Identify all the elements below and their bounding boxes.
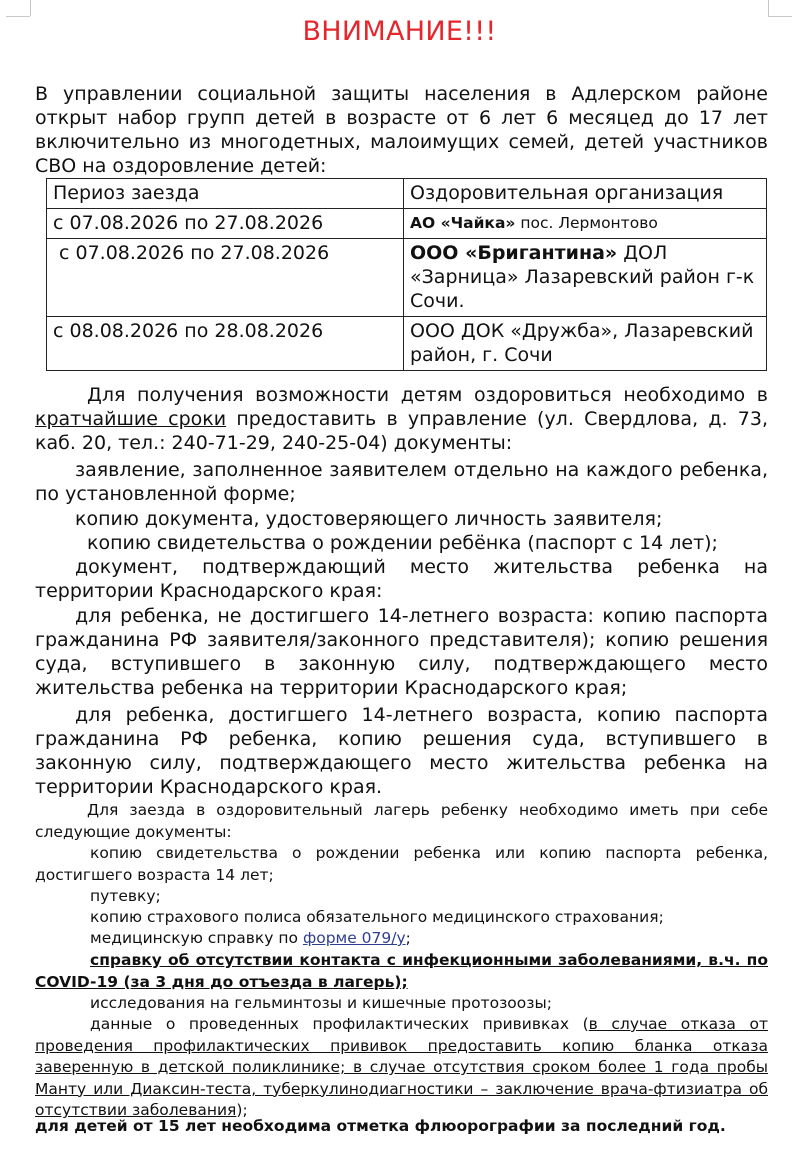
camp-item-helminth-tests: исследования на гельминтозы и кишечные протозоозы;: [90, 994, 552, 1012]
table-cell-period: с 07.08.2026 по 27.08.2026: [47, 239, 404, 317]
document-item-birth-certificate: копию свидетельства о рождении ребёнка (паспорт с 14 лет);: [87, 532, 718, 554]
document-item-over-14: для ребенка, достигшего 14-летнего возраста, копию паспорта гражданина РФ ребенка, копию решения суда, вступившего в законную силу, подтверждающего место жительства ребенка на территории Краснодарского края.: [35, 704, 768, 798]
document-item-residence: документ, подтверждающий место жительства ребенка на территории Краснодарского края:: [35, 556, 768, 602]
organization-location: ООО ДОК «Дружба», Лазаревский район, г. Сочи: [410, 320, 754, 366]
document-item-under-14: для ребенка, не достигшего 14-летнего возраста: копию паспорта гражданина РФ заявителя/законного представителя); копию решения суда, вступившего в законную силу, подтверждающего место жительства ребенка на территории Краснодарского края;: [35, 605, 768, 699]
vaccinations-refusal-note: в случае отказа от проведения профилактических прививок предоставить копию бланка отказа заверенную в детской поликлинике; в случае отсутствия сроком более 1 года пробы Манту или Диаксин-теста, туберкулинодиагностики – заключение врача-фтизиатра об отсутствии заболевания: [35, 1015, 768, 1120]
table-row: [47, 317, 767, 371]
camp-item-medical-certificate: [35, 928, 768, 950]
camps-table: [46, 178, 767, 371]
vaccinations-text: данные о проведенных профилактических прививках (: [90, 1015, 589, 1033]
documents-intro-text: Для получения возможности детям оздоровиться необходимо в: [87, 384, 768, 406]
organization-name: АО «Чайка»: [410, 214, 516, 232]
camp-item-insurance: копию страхового полиса обязательного медицинского страхования;: [90, 908, 664, 926]
table-row: [47, 239, 767, 317]
page-title: ВНИМАНИЕ!!!: [302, 16, 497, 47]
medical-certificate-text: медицинскую справку по: [90, 929, 303, 947]
intro-paragraph: В управлении социальной защиты населения в Адлерском районе открыт набор групп детей в возрасте от 6 лет 6 месяцед до 17 лет включительно из многодетных, малоимущих семей, детей участников СВО на оздоровление детей:: [35, 83, 768, 177]
medical-certificate-suffix: ;: [405, 929, 411, 947]
table-cell-period: с 08.08.2026 по 28.08.2026: [47, 317, 404, 371]
table-header-period: Периоз заезда: [47, 179, 404, 209]
camp-documents-intro: Для заезда в оздоровительный лагерь ребенку необходимо иметь при себе следующие документы:: [35, 801, 768, 841]
documents-intro-deadline: кратчайшие сроки: [35, 408, 227, 430]
document-item-applicant-id: копию документа, удостоверяющего личность заявителя;: [75, 508, 663, 530]
camp-item-birth-certificate: копию свидетельства о рождении ребенка или копию паспорта ребенка, достигшего возраста 14 лет;: [35, 844, 768, 884]
page-corner-mark-left: [30, 0, 31, 16]
camp-item-contact-certificate: справку об отсутствии контакта с инфекционными заболеваниями, в.ч. по COVID-19 (за 3 дня до отъезда в лагерь);: [35, 951, 768, 991]
documents-intro: [35, 383, 768, 455]
table-cell-organization: [404, 239, 767, 317]
page-corner-mark-right: [768, 0, 769, 16]
documents-intro-address: предоставить в управление (ул. Свердлова, д. 73, каб. 20, тел.: 240-71-29, 240-25-04) документы:: [35, 408, 768, 454]
table-cell-organization: [404, 209, 767, 239]
fluorography-note: для детей от 15 лет необходима отметка флюорографии за последний год.: [35, 1117, 726, 1135]
vaccinations-suffix: );: [236, 1101, 248, 1120]
document-item-application: заявление, заполненное заявителем отдельно на каждого ребенка, по установленной форме;: [35, 459, 768, 505]
organization-location: ДОЛ «Зарница» Лазаревский район г-к Сочи.: [410, 242, 755, 312]
camp-item-voucher: путевку;: [90, 887, 161, 905]
table-cell-period: с 07.08.2026 по 27.08.2026: [47, 209, 404, 239]
organization-name: ООО «Бригантина»: [410, 242, 618, 264]
form-079-link[interactable]: форме 079/у: [302, 929, 406, 947]
organization-location: пос. Лермонтово: [515, 214, 658, 232]
table-header-organization: Оздоровительная организация: [404, 179, 767, 209]
table-header-row: [47, 179, 767, 209]
table-cell-organization: [404, 317, 767, 371]
camp-item-vaccinations: [35, 1014, 768, 1122]
table-row: [47, 209, 767, 239]
